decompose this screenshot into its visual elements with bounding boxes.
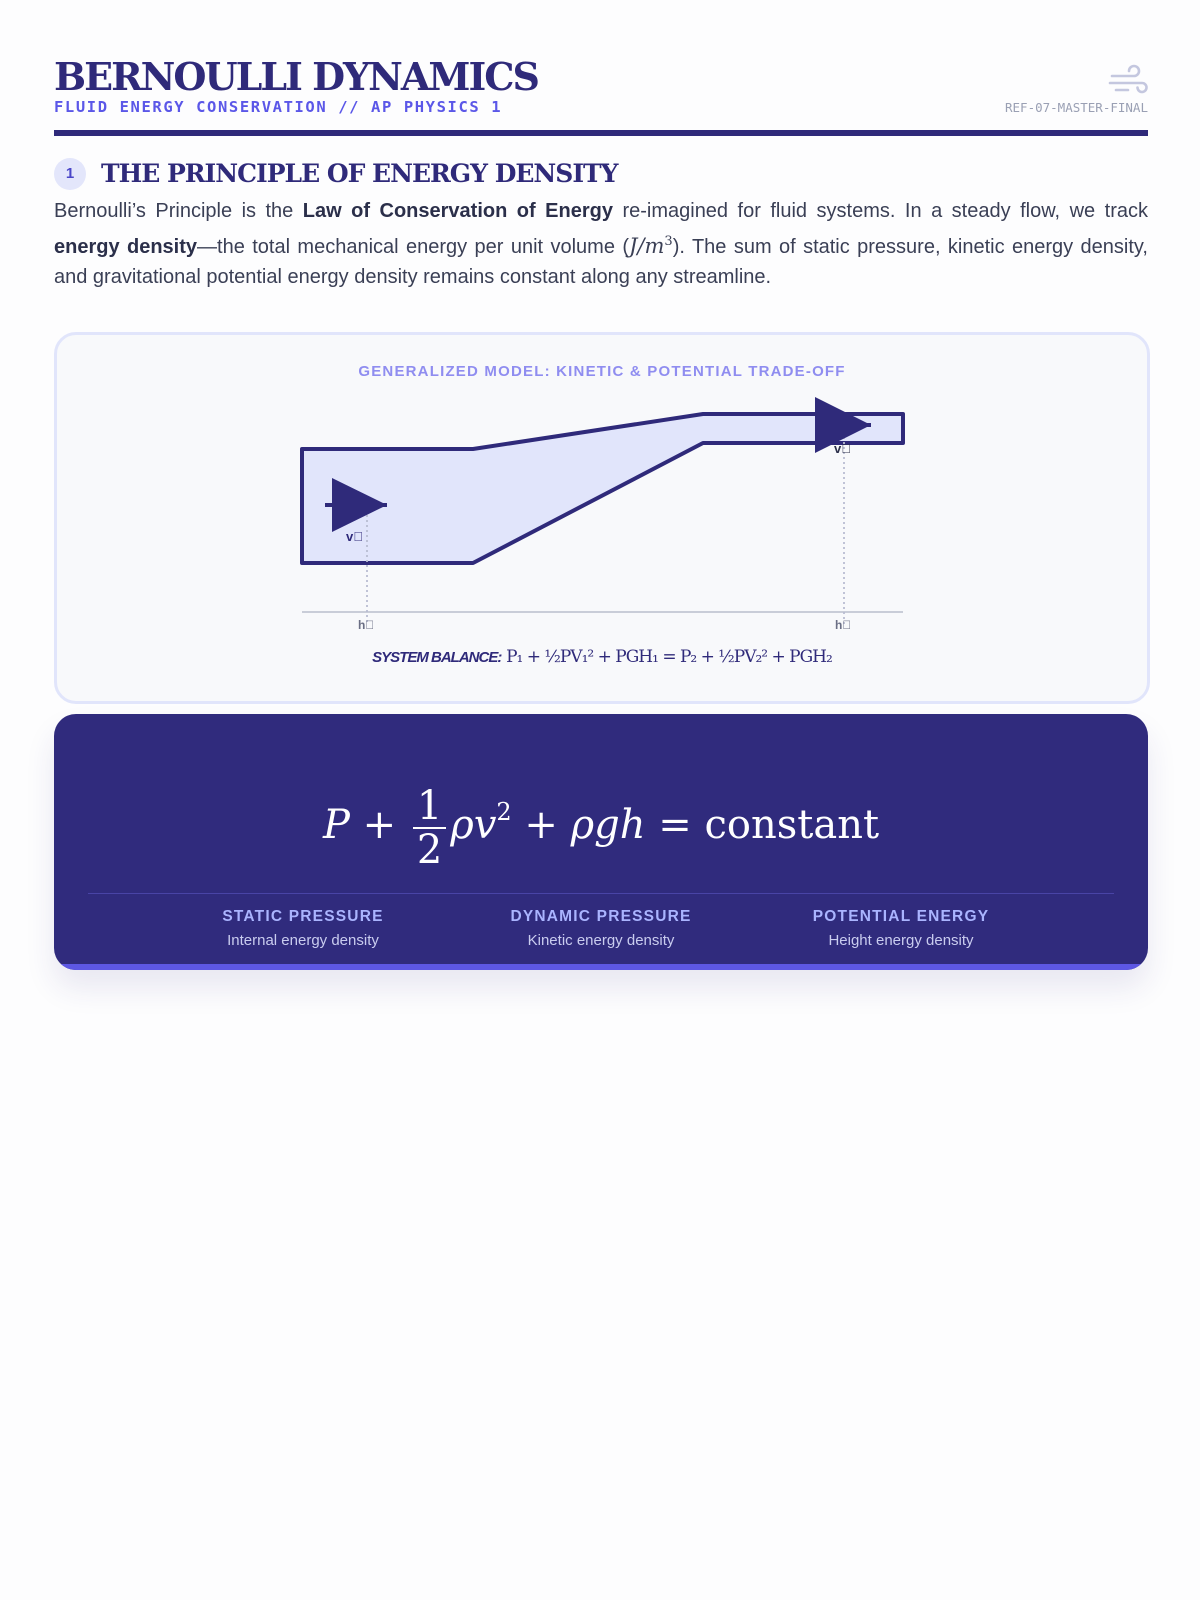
- system-balance-equation: P₁ + ½PV₁² + PGH₁ = P₂ + ½PV₂² + PGH₂: [506, 647, 832, 667]
- diagram-card: [54, 332, 1150, 704]
- eq-square: 2: [496, 798, 512, 826]
- section-title: THE PRINCIPLE OF ENERGY DENSITY: [101, 159, 618, 188]
- term-potential-energy: [751, 908, 1051, 949]
- intro-bold-energy-density: energy density: [54, 235, 198, 258]
- term-static-pressure: [153, 908, 453, 949]
- unit-exponent: 3: [664, 233, 673, 249]
- term-title: STATIC PRESSURE: [222, 908, 384, 925]
- reference-code: REF-07-MASTER-FINAL: [1005, 100, 1148, 115]
- height-label-1: h⃒: [358, 618, 375, 632]
- velocity-label-1: v⃒: [346, 529, 363, 544]
- term-description: Kinetic energy density: [527, 932, 675, 949]
- page-header: [54, 50, 1148, 138]
- intro-bold-law: Law of Conservation of Energy: [302, 200, 613, 222]
- header-divider: [54, 130, 1148, 136]
- term-description: Height energy density: [828, 932, 974, 949]
- eq-constant: constant: [704, 802, 880, 848]
- unit-base: J/m: [629, 233, 665, 258]
- velocity-label-2: v⃒: [834, 441, 851, 456]
- system-balance: [57, 647, 1147, 667]
- section-number-badge: 1: [54, 158, 86, 190]
- term-description: Internal energy density: [227, 932, 379, 949]
- equation-card-accent-bar: [54, 964, 1148, 970]
- wind-icon: [1108, 64, 1148, 98]
- unit-expression: [629, 234, 673, 258]
- bernoulli-equation: [54, 762, 1148, 875]
- intro-text-4: ). The sum of static pressure, kinetic energy density, and gravitational potential energy density remains constant along any streamline.: [54, 235, 1148, 288]
- intro-text-2: re-imagined for fluid systems. In a steady flow, we track: [612, 200, 1148, 222]
- diagram-heading: GENERALIZED MODEL: KINETIC & POTENTIAL TRADE-OFF: [358, 363, 846, 380]
- height-label-2: h⃒: [835, 618, 852, 632]
- eq-fraction: [413, 785, 446, 871]
- equation-divider: [88, 893, 1114, 894]
- bernoulli-equation-card: [54, 714, 1148, 970]
- eq-fraction-denominator: 2: [416, 827, 443, 873]
- eq-plus-1: +: [349, 802, 409, 848]
- eq-plus-2: +: [511, 802, 571, 848]
- term-title: DYNAMIC PRESSURE: [510, 908, 692, 925]
- term-dynamic-pressure: [451, 908, 751, 949]
- term-title: POTENTIAL ENERGY: [812, 908, 990, 925]
- eq-rho-gh: ρgh: [570, 802, 646, 848]
- pipe-shape: [302, 414, 903, 563]
- page-subtitle: FLUID ENERGY CONSERVATION // AP PHYSICS 1: [54, 98, 503, 116]
- eq-rho-v: ρv: [450, 802, 497, 848]
- eq-fraction-numerator: 1: [413, 785, 446, 829]
- intro-text-1: Bernoulli’s Principle is the: [54, 200, 303, 222]
- intro-text-3: —the total mechanical energy per unit volume (: [197, 235, 629, 258]
- page-title: BERNOULLI DYNAMICS: [54, 54, 538, 99]
- system-balance-label: SYSTEM BALANCE:: [372, 649, 502, 666]
- intro-paragraph: [54, 196, 1148, 293]
- eq-pressure: P: [322, 802, 350, 848]
- eq-equals: =: [645, 802, 705, 848]
